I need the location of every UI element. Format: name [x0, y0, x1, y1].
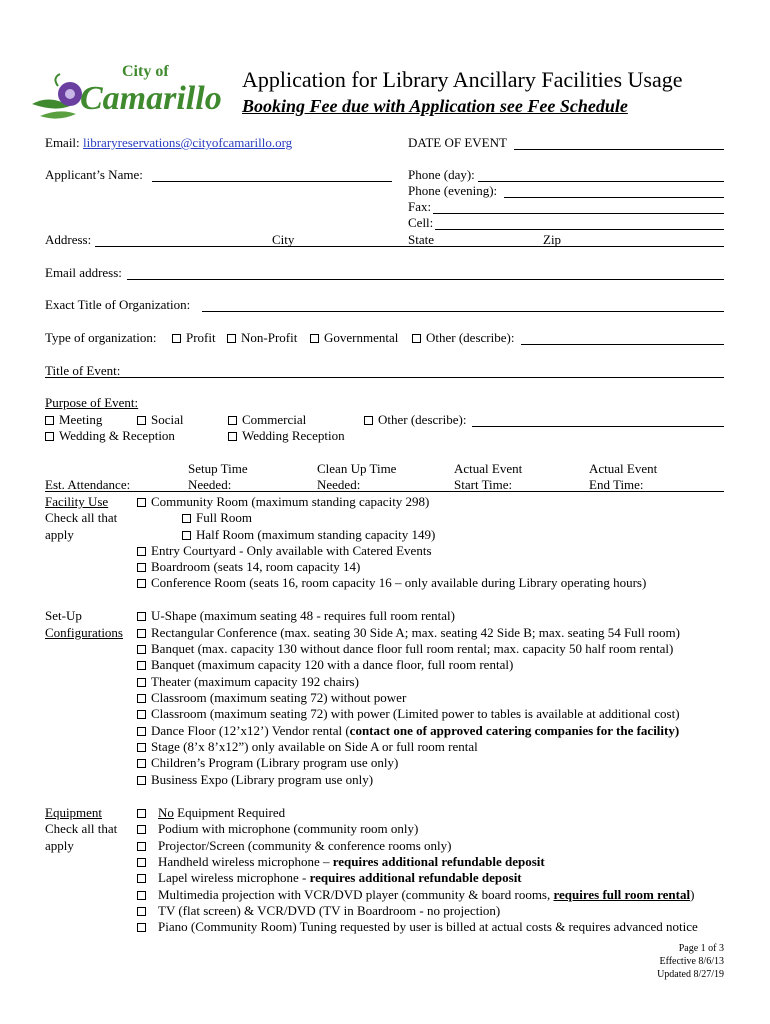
setup-time-header: Setup Time: [188, 461, 248, 476]
checkbox-org-other[interactable]: [412, 334, 421, 343]
checkbox-boardroom[interactable]: [137, 563, 146, 572]
date-field[interactable]: [514, 149, 724, 150]
setup-classroom-2[interactable]: [137, 706, 680, 722]
dance-floor-label: Dance Floor (12’x12’) Vendor rental (: [151, 723, 350, 738]
checkbox-courtyard[interactable]: [137, 547, 146, 556]
classroom-2-label: Classroom (maximum seating 72) with power (Limited power to tables is available at additional cost): [151, 706, 680, 721]
fax-label: Fax:: [408, 199, 432, 214]
org-other-field[interactable]: [521, 344, 724, 345]
stage-label: Stage (8’x 8’x12”) only available on Side A or full room rental: [151, 739, 478, 754]
phone-day-field[interactable]: [478, 181, 724, 182]
equip-multimedia[interactable]: [137, 887, 694, 903]
phone-evening-field[interactable]: [504, 197, 724, 198]
purpose-other-label: Other (describe):: [378, 412, 467, 427]
address-label: Address:: [45, 232, 92, 247]
no-equipment-no: No: [158, 805, 174, 820]
checkbox-podium[interactable]: [137, 825, 146, 834]
checkbox-classroom-2[interactable]: [137, 710, 146, 719]
purpose-social[interactable]: [137, 412, 184, 428]
phone-day-label: Phone (day):: [408, 167, 475, 182]
checkbox-social[interactable]: [137, 416, 146, 425]
equip-projector[interactable]: [137, 838, 452, 854]
equip-handheld-mic[interactable]: [137, 854, 545, 870]
setup-label-2: Configurations: [45, 625, 123, 640]
banquet-2-label: Banquet (maximum capacity 120 with a dance floor, full room rental): [151, 657, 514, 672]
checkbox-projector[interactable]: [137, 842, 146, 851]
org-title-label: Exact Title of Organization:: [45, 297, 191, 312]
multimedia-note: requires full room rental: [553, 887, 691, 902]
full-room-label: Full Room: [196, 510, 252, 525]
org-type-other[interactable]: [412, 330, 514, 346]
rect-conference-label: Rectangular Conference (max. seating 30 Side A; max. seating 42 Side B; max. seating 54 Full room): [151, 625, 680, 640]
checkbox-conference[interactable]: [137, 579, 146, 588]
handheld-mic-note: requires additional refundable deposit: [332, 854, 545, 869]
facility-label-3: apply: [45, 527, 74, 542]
cell-field[interactable]: [435, 229, 724, 230]
end-time-header: Actual Event: [589, 461, 658, 476]
setup-banquet-2[interactable]: [137, 657, 513, 673]
lapel-mic-note: requires additional refundable deposit: [309, 870, 522, 885]
equip-tv[interactable]: [137, 903, 500, 919]
purpose-meeting[interactable]: [45, 412, 102, 428]
logo-text-main: Camarillo: [80, 80, 222, 117]
purpose-wedding-1[interactable]: [45, 428, 175, 444]
checkbox-tv[interactable]: [137, 907, 146, 916]
org-title-field[interactable]: [202, 311, 724, 312]
profit-label: Profit: [186, 330, 216, 345]
checkbox-multimedia[interactable]: [137, 891, 146, 900]
nonprofit-label: Non-Profit: [241, 330, 298, 345]
checkbox-business-expo[interactable]: [137, 776, 146, 785]
purpose-commercial[interactable]: [228, 412, 306, 428]
business-expo-label: Business Expo (Library program use only): [151, 772, 374, 787]
setup-classroom-1[interactable]: [137, 690, 406, 706]
event-title-label: Title of Event:: [45, 363, 121, 378]
footer-updated: Updated 8/27/19: [657, 969, 724, 980]
setup-childrens[interactable]: [137, 755, 398, 771]
state-label: State: [408, 232, 434, 247]
city-logo: [30, 64, 225, 124]
checkbox-half-room[interactable]: [182, 531, 191, 540]
facility-conference[interactable]: [137, 575, 646, 591]
checkbox-stage[interactable]: [137, 743, 146, 752]
setup-banquet-1[interactable]: [137, 641, 673, 657]
applicant-name-label: Applicant’s Name:: [45, 167, 143, 182]
zip-label: Zip: [543, 232, 562, 247]
checkbox-rect-conference[interactable]: [137, 629, 146, 638]
org-type-label: Type of organization:: [45, 330, 157, 345]
social-label: Social: [151, 412, 184, 427]
checkbox-banquet-1[interactable]: [137, 645, 146, 654]
facility-label: Facility Use: [45, 494, 109, 509]
email-address-field[interactable]: [127, 279, 724, 280]
half-room-label: Half Room (maximum standing capacity 149): [196, 527, 436, 542]
checkbox-profit[interactable]: [172, 334, 181, 343]
setup-business-expo[interactable]: [137, 772, 373, 788]
cleanup-time-header: Clean Up Time: [317, 461, 397, 476]
logo-text-top: City of: [122, 63, 169, 80]
checkbox-full-room[interactable]: [182, 514, 191, 523]
footer-effective: Effective 8/6/13: [659, 956, 724, 967]
dance-floor-note: contact one of approved catering companies for the facility): [349, 723, 680, 738]
projector-label: Projector/Screen (community & conference rooms only): [158, 838, 452, 853]
org-type-profit[interactable]: [172, 330, 216, 346]
equip-piano[interactable]: [137, 919, 698, 935]
attendance-label: Est. Attendance:: [45, 477, 131, 492]
facility-full-room[interactable]: [182, 510, 252, 526]
boardroom-label: Boardroom (seats 14, room capacity 14): [151, 559, 361, 574]
equipment-label-3: apply: [45, 838, 74, 853]
checkbox-banquet-2[interactable]: [137, 661, 146, 670]
tv-label: TV (flat screen) & VCR/DVD (TV in Boardroom - no projection): [158, 903, 501, 918]
page-title: Application for Library Ancillary Facilities Usage: [242, 67, 683, 92]
checkbox-dance-floor[interactable]: [137, 727, 146, 736]
fax-field[interactable]: [433, 213, 724, 214]
org-type-governmental[interactable]: [310, 330, 398, 346]
equip-lapel-mic[interactable]: [137, 870, 522, 886]
theater-label: Theater (maximum capacity 192 chairs): [151, 674, 359, 689]
equipment-label-2: Check all that: [45, 821, 118, 836]
governmental-label: Governmental: [324, 330, 399, 345]
applicant-name-field[interactable]: [152, 181, 392, 182]
multimedia-label: Multimedia projection with VCR/DVD player (community & board rooms,: [158, 887, 554, 902]
start-time-label: Start Time:: [454, 477, 513, 492]
email-label: Email:: [45, 135, 80, 150]
checkbox-classroom-1[interactable]: [137, 694, 146, 703]
meeting-label: Meeting: [59, 412, 103, 427]
setup-theater[interactable]: [137, 674, 359, 690]
conference-label: Conference Room (seats 16, room capacity 16 – only available during Library operating hours): [151, 575, 647, 590]
equipment-label: Equipment: [45, 805, 103, 820]
setup-needed-label: Needed:: [188, 477, 232, 492]
ushape-label: U-Shape (maximum seating 48 - requires full room rental): [151, 608, 455, 623]
times-field-line[interactable]: [45, 491, 724, 492]
classroom-1-label: Classroom (maximum seating 72) without power: [151, 690, 407, 705]
community-room-label: Community Room (maximum standing capacity 298): [151, 494, 430, 509]
podium-label: Podium with microphone (community room only): [158, 821, 419, 836]
checkbox-nonprofit[interactable]: [227, 334, 236, 343]
checkbox-wedding-only[interactable]: [228, 432, 237, 441]
purpose-other-field[interactable]: [472, 426, 724, 427]
facility-half-room[interactable]: [182, 527, 435, 543]
facility-courtyard[interactable]: [137, 543, 432, 559]
checkbox-childrens[interactable]: [137, 759, 146, 768]
event-title-field[interactable]: [45, 377, 724, 378]
facility-boardroom[interactable]: [137, 559, 360, 575]
checkbox-governmental[interactable]: [310, 334, 319, 343]
equip-podium[interactable]: [137, 821, 418, 837]
setup-stage[interactable]: [137, 739, 478, 755]
equip-none[interactable]: [137, 805, 285, 821]
setup-dance-floor[interactable]: [137, 723, 679, 739]
wedding-only-label: Wedding Reception: [242, 428, 345, 443]
checkbox-ushape[interactable]: [137, 612, 146, 621]
email-address-label: Email address:: [45, 265, 122, 280]
org-other-label: Other (describe):: [426, 330, 515, 345]
page-subtitle: Booking Fee due with Application see Fee Schedule: [242, 96, 628, 116]
date-label: DATE OF EVENT: [408, 135, 507, 150]
multimedia-close: ): [690, 887, 695, 902]
start-time-header: Actual Event: [454, 461, 523, 476]
facility-label-2: Check all that: [45, 510, 118, 525]
checkbox-theater[interactable]: [137, 678, 146, 687]
facility-community-room[interactable]: [137, 494, 429, 510]
checkbox-handheld-mic[interactable]: [137, 858, 146, 867]
piano-label: Piano (Community Room) Tuning requested by user is billed at actual costs & requires advanced notice: [158, 919, 698, 934]
banquet-1-label: Banquet (max. capacity 130 without dance floor full room rental; max. capacity 50 half room rental): [151, 641, 674, 656]
checkbox-community-room[interactable]: [137, 498, 146, 507]
checkbox-no-equipment[interactable]: [137, 809, 146, 818]
checkbox-commercial[interactable]: [228, 416, 237, 425]
childrens-label: Children’s Program (Library program use only): [151, 755, 399, 770]
purpose-wedding-2[interactable]: [228, 428, 345, 444]
end-time-label: End Time:: [589, 477, 644, 492]
no-equipment-label: Equipment Required: [173, 805, 286, 820]
lapel-mic-label: Lapel wireless microphone -: [158, 870, 310, 885]
checkbox-lapel-mic[interactable]: [137, 874, 146, 883]
handheld-mic-label: Handheld wireless microphone –: [158, 854, 333, 869]
footer-page: Page 1 of 3: [678, 943, 724, 954]
checkbox-purpose-other[interactable]: [364, 416, 373, 425]
commercial-label: Commercial: [242, 412, 307, 427]
cleanup-needed-label: Needed:: [317, 477, 361, 492]
setup-ushape[interactable]: [137, 608, 455, 624]
purpose-label: Purpose of Event:: [45, 395, 139, 410]
org-type-nonprofit[interactable]: [227, 330, 297, 346]
checkbox-wedding-reception[interactable]: [45, 432, 54, 441]
setup-label: Set-Up: [45, 608, 82, 623]
wedding-reception-label: Wedding & Reception: [59, 428, 175, 443]
address-field[interactable]: [95, 246, 724, 247]
purpose-other[interactable]: [364, 412, 466, 428]
cell-label: Cell:: [408, 215, 434, 230]
checkbox-piano[interactable]: [137, 923, 146, 932]
setup-rect-conference[interactable]: [137, 625, 680, 641]
checkbox-meeting[interactable]: [45, 416, 54, 425]
courtyard-label: Entry Courtyard - Only available with Catered Events: [151, 543, 432, 558]
city-label: City: [272, 232, 295, 247]
phone-evening-label: Phone (evening):: [408, 183, 498, 198]
email-link[interactable]: libraryreservations@cityofcamarillo.org: [83, 135, 293, 150]
